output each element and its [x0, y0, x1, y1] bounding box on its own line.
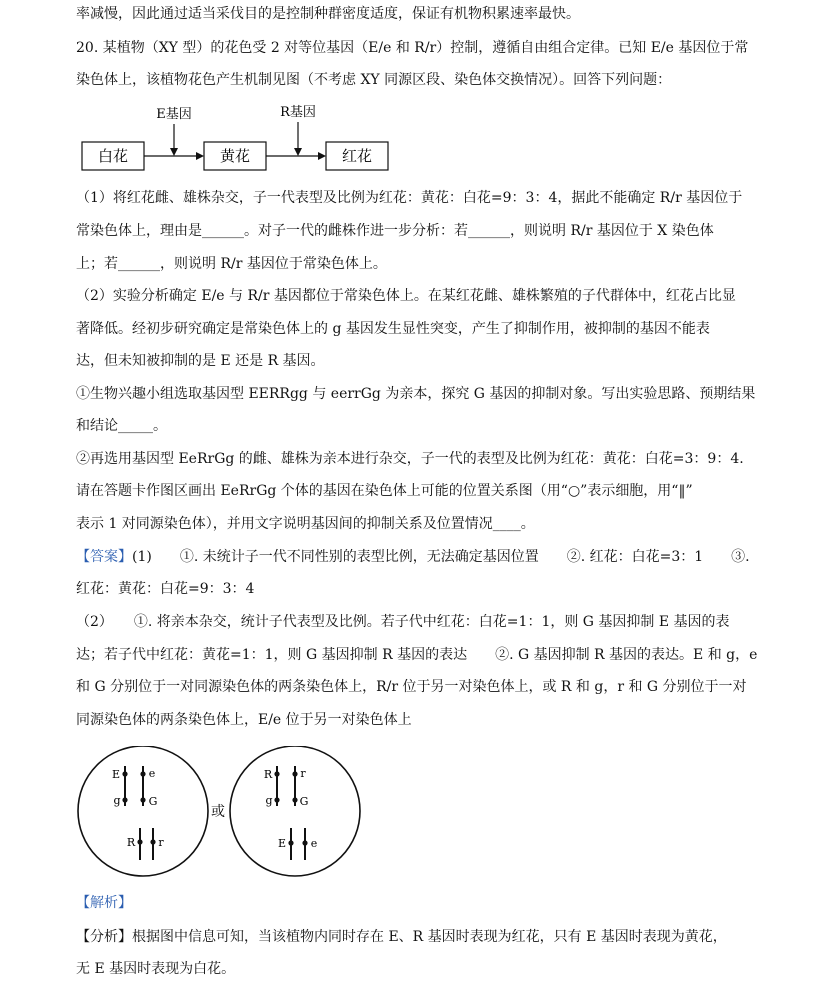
- cell-1-allele: g: [113, 794, 121, 807]
- cell-1-allele: G: [148, 795, 158, 808]
- question-part-1-line: （1）将红花雌、雄株杂交，子一代表型及比例为红花：黄花：白花=9：3：4，据此不能确定 R/r 基因位于: [76, 190, 743, 206]
- question-part-2-line: （2）实验分析确定 E/e 与 R/r 基因都位于常染色体上。在某红花雌、雄株繁殖的子代群体中，红花占比显: [76, 288, 736, 304]
- answer-line-1: [76, 547, 750, 567]
- cell-2-allele: r: [300, 767, 306, 780]
- fenxi-tag: 【分析】: [76, 929, 132, 945]
- flower-color-pathway-diagram: [0, 100, 827, 172]
- cell-2-allele: G: [299, 795, 309, 808]
- answer-text: (1) ①. 未统计子一代不同性别的表型比例，无法确定基因位置 ②. 红花：白花=3：1 ③.: [132, 549, 750, 565]
- yellow-flower-label: 黄花: [219, 147, 251, 165]
- cell-1: [78, 746, 208, 876]
- text-line: 率减慢，因此通过适当采伐目的是控制种群密度适度，保证有机物积累速率最快。: [76, 6, 580, 22]
- text-line: 请在答题卡作图区画出 EeRrGg 个体的基因在染色体上可能的位置关系图（用“○”表示细胞，用“‖”: [76, 483, 693, 499]
- cell-1-allele: E: [111, 768, 121, 781]
- answer-line-4: 达；若子代中红花：黄花=1：1，则 G 基因抑制 R 基因的表达 ②. G 基因抑制 R 基因的表达。E 和 g，e: [76, 647, 758, 663]
- cell-1-allele: e: [148, 767, 156, 780]
- text-line: ②再选用基因型 EeRrGg 的雌、雄株为亲本进行杂交，子一代的表型及比例为红花：黄花：白花=3：9：4.: [76, 451, 744, 467]
- gene-r-label: R基因: [280, 105, 316, 120]
- gene-e-label: E基因: [156, 107, 192, 122]
- text-line: 染色体上，该植物花色产生机制见图（不考虑 XY 同源区段、染色体交换情况）。回答下列问题：: [76, 72, 672, 88]
- cell-2-allele: e: [310, 837, 318, 850]
- text-line: ①生物兴趣小组选取基因型 EERRgg 与 eerrGg 为亲本，探究 G 基因的抑制对象。写出实验思路、预期结果: [76, 386, 756, 402]
- text-line: 表示 1 对同源染色体），并用文字说明基因间的抑制关系及位置情况____。: [76, 516, 535, 532]
- chromosome-cells-diagram: [0, 746, 827, 896]
- cell-2-allele: g: [265, 794, 273, 807]
- white-flower-label: 白花: [97, 147, 129, 165]
- answer-tag: 【答案】: [76, 549, 132, 565]
- analysis-text: 根据图中信息可知，当该植物内同时存在 E、R 基因时表现为红花，只有 E 基因时表现为黄花，: [132, 929, 727, 945]
- text-line: 上；若______，则说明 R/r 基因位于常染色体上。: [76, 256, 387, 272]
- text-line: 达，但未知被抑制的是 E 还是 R 基因。: [76, 353, 325, 369]
- answer-line-5: 和 G 分别位于一对同源染色体的两条染色体上，R/r 位于另一对染色体上，或 R 和 g，r 和 G 分别位于一对: [76, 679, 747, 695]
- question-20-line: 20. 某植物（XY 型）的花色受 2 对等位基因（E/e 和 R/r）控制，遵循自由组合定律。已知 E/e 基因位于常: [76, 40, 749, 56]
- analysis-line-2: 无 E 基因时表现为白花。: [76, 961, 236, 977]
- text-line: 常染色体上，理由是______。对子一代的雌株作进一步分析：若______，则说明 R/r 基因位于 X 染色体: [76, 223, 714, 239]
- text-line: 著降低。经初步研究确定是常染色体上的 g 基因发生显性突变，产生了抑制作用，被抑制的基因不能表: [76, 321, 710, 337]
- red-flower-label: 红花: [341, 147, 373, 165]
- analysis-tag: 【解析】: [76, 895, 132, 911]
- cell-1-allele: R: [126, 836, 136, 849]
- analysis-line-1: [76, 927, 727, 947]
- cell-1-allele: r: [158, 836, 164, 849]
- or-label: 或: [211, 804, 225, 820]
- cell-2-allele: R: [263, 768, 273, 781]
- answer-line-6: 同源染色体的两条染色体上，E/e 位于另一对染色体上: [76, 712, 412, 728]
- cell-2-allele: E: [277, 837, 287, 850]
- answer-line-2: 红花：黄花：白花=9：3：4: [76, 581, 255, 597]
- answer-line-3: （2） ①. 将亲本杂交，统计子代表型及比例。若子代中红花：白花=1：1，则 G 基因抑制 E 基因的表: [76, 614, 730, 630]
- cell-2: [230, 746, 360, 876]
- text-line: 和结论_____。: [76, 418, 167, 434]
